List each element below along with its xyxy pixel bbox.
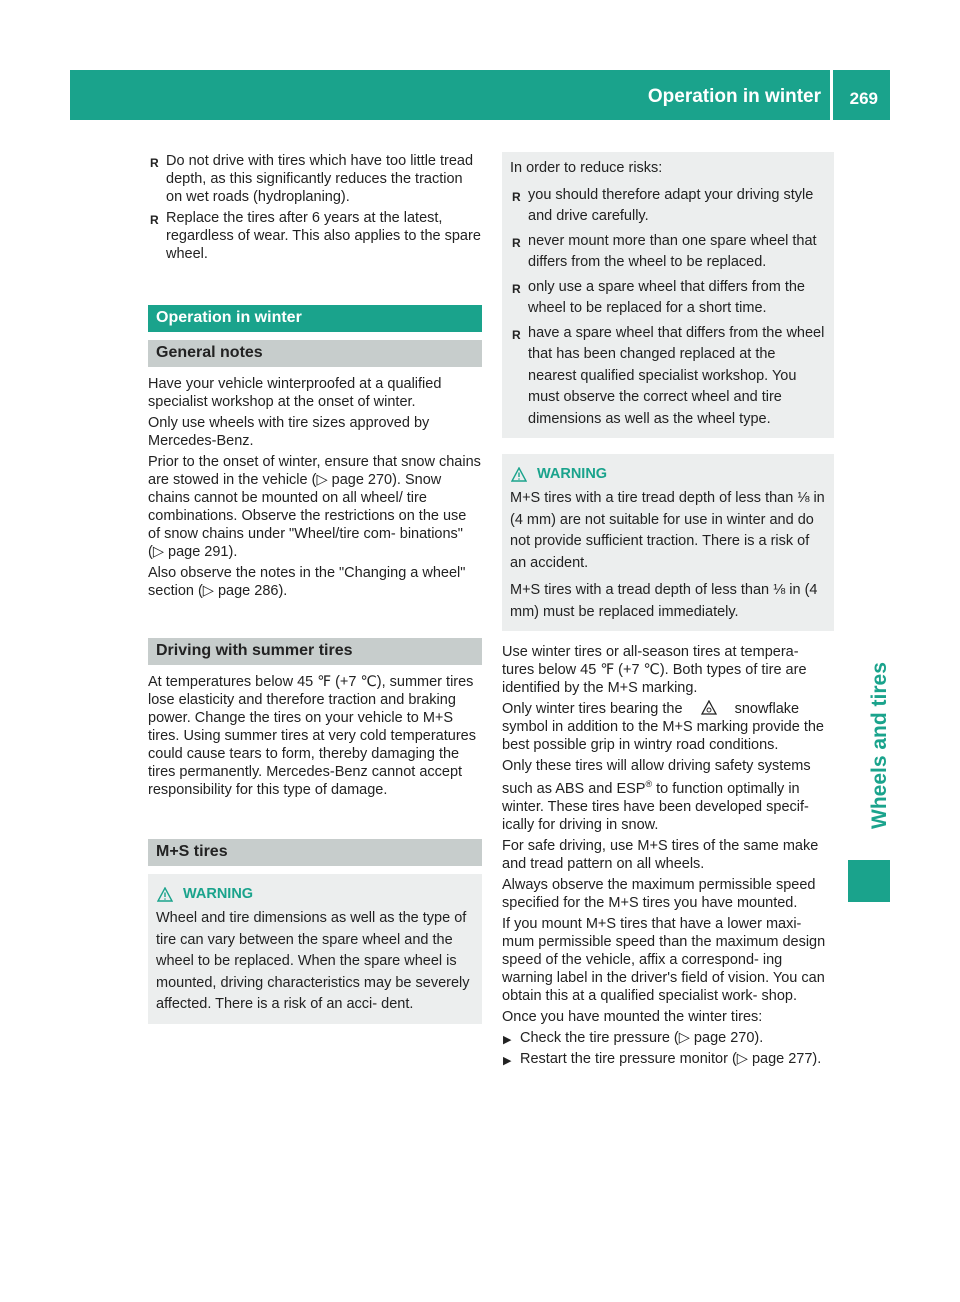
section-title: Operation in winter bbox=[148, 305, 482, 332]
paragraph: winter. These tires have been developed specif- ically for driving in snow. bbox=[502, 798, 809, 833]
list-item: R you should therefore adapt your driving style and drive carefully. bbox=[510, 185, 826, 228]
paragraph-snowflake bbox=[502, 700, 834, 754]
list-item: R Do not drive with tires which have too little tread depth, as this significantly reduces the traction on wet roads (hydroplaning). bbox=[148, 152, 482, 206]
page-title: Operation in winter bbox=[647, 86, 821, 107]
risk-box bbox=[502, 152, 834, 438]
page-header bbox=[70, 70, 890, 120]
registered-mark: ® bbox=[645, 779, 653, 789]
warning-box bbox=[148, 874, 482, 1024]
warning-triangle-icon bbox=[157, 887, 173, 902]
side-tab-label: Wheels and tires bbox=[868, 662, 891, 829]
paragraph: Use winter tires or all-season tires at tempera- tures below 45 ℉ (+7 ℃). Both types of tire are identified by the M+S marking. bbox=[502, 644, 807, 696]
paragraph: Once you have mounted the winter tires: bbox=[502, 1008, 763, 1025]
paragraph: Also observe the notes in the "Changing a wheel" section (▷ page 286). bbox=[148, 565, 466, 599]
subsection-title-general-notes: General notes bbox=[148, 340, 482, 367]
snowflake-lead: Only winter tires bearing the bbox=[502, 701, 683, 717]
warning-label: WARNING bbox=[183, 886, 254, 902]
instruction-step: ▶ Check the tire pressure (▷ page 270). bbox=[502, 1029, 834, 1047]
subsection-title-summer-tires: Driving with summer tires bbox=[148, 638, 482, 665]
snowflake-mountain-icon bbox=[701, 700, 717, 715]
list-item: R only use a spare wheel that differs from the wheel to be replaced for a short time. bbox=[510, 277, 826, 320]
side-tab-marker bbox=[848, 860, 890, 902]
list-item: R Replace the tires after 6 years at the latest, regardless of wear. This also applies to the spare wheel. bbox=[148, 209, 482, 263]
paragraph: Have your vehicle winterproofed at a qualified specialist workshop at the onset of winter. bbox=[148, 376, 442, 410]
paragraph: If you mount M+S tires that have a lower maxi- mum permissible speed than the maximum design speed of the vehicle, affix a correspond- ing warning label in the driver's field of vision. You can obtain this at a qualified specialist work- shop. bbox=[502, 915, 826, 1004]
risk-intro: In order to reduce risks: bbox=[510, 160, 663, 176]
warning-text: M+S tires with a tire tread depth of less than ⅛ in (4 mm) are not suitable for use in winter and do not provide sufficient traction. There is a risk of an accident. bbox=[510, 490, 825, 571]
esp-tail: to function optimally in bbox=[652, 780, 800, 797]
list-item: R have a spare wheel that differs from the wheel that has been changed replaced at the nearest qualified specialist workshop. You must observe the correct wheel and tire dimensions as well as the wheel type. bbox=[510, 323, 826, 431]
paragraph: Prior to the onset of winter, ensure that snow chains are stowed in the vehicle (▷ page 270). Snow chains cannot be mounted on all wheel/ tire combinations. Observe the restrictions on the use of snow chains under "Wheel/tire com- binations" (▷ page 291). bbox=[148, 454, 481, 560]
instruction-step: ▶ Restart the tire pressure monitor (▷ page 277). bbox=[502, 1050, 834, 1068]
warning-box bbox=[502, 454, 834, 631]
warning-text: Wheel and tire dimensions as well as the type of tire can vary between the spare wheel and the wheel to be replaced. When the spare wheel is mounted, driving characteristics may be severely affected. There is a risk of an acci- dent. bbox=[156, 910, 470, 1012]
warning-triangle-icon bbox=[511, 467, 527, 482]
paragraph: Only use wheels with tire sizes approved by Mercedes-Benz. bbox=[148, 415, 430, 449]
right-column bbox=[502, 152, 834, 1071]
left-column bbox=[148, 152, 482, 1024]
paragraph: At temperatures below 45 ℉ (+7 ℃), summer tires lose elasticity and therefore traction and braking power. Change the tires on your vehicle to M+S tires. Using summer tires at very cold temperatures could cause tears to form, thereby damaging the tires permanently. Mercedes-Benz cannot accept responsibility for this type of damage. bbox=[148, 674, 476, 798]
subsection-title-ms-tires: M+S tires bbox=[148, 839, 482, 866]
paragraph-esp bbox=[502, 757, 834, 834]
paragraph: For safe driving, use M+S tires of the same make and tread pattern on all wheels. bbox=[502, 837, 819, 872]
warning-heading bbox=[510, 464, 826, 484]
list-item: R never mount more than one spare wheel that differs from the wheel to be replaced. bbox=[510, 231, 826, 274]
paragraph: symbol in addition to the M+S marking provide the best possible grip in wintry road conditions. bbox=[502, 719, 824, 753]
warning-text: M+S tires with a tread depth of less than ⅛ in (4 mm) must be replaced immediately. bbox=[510, 582, 818, 620]
snowflake-word: snowflake bbox=[734, 701, 800, 717]
esp-lead: Only these tires will allow driving safety systems such as ABS and ESP bbox=[502, 758, 811, 797]
side-tab bbox=[848, 120, 890, 850]
warning-label: WARNING bbox=[537, 466, 608, 482]
header-divider bbox=[830, 70, 833, 120]
warning-heading bbox=[156, 884, 474, 904]
page-number: 269 bbox=[849, 89, 878, 108]
paragraph: Always observe the maximum permissible speed specified for the M+S tires you have mounted. bbox=[502, 876, 816, 911]
